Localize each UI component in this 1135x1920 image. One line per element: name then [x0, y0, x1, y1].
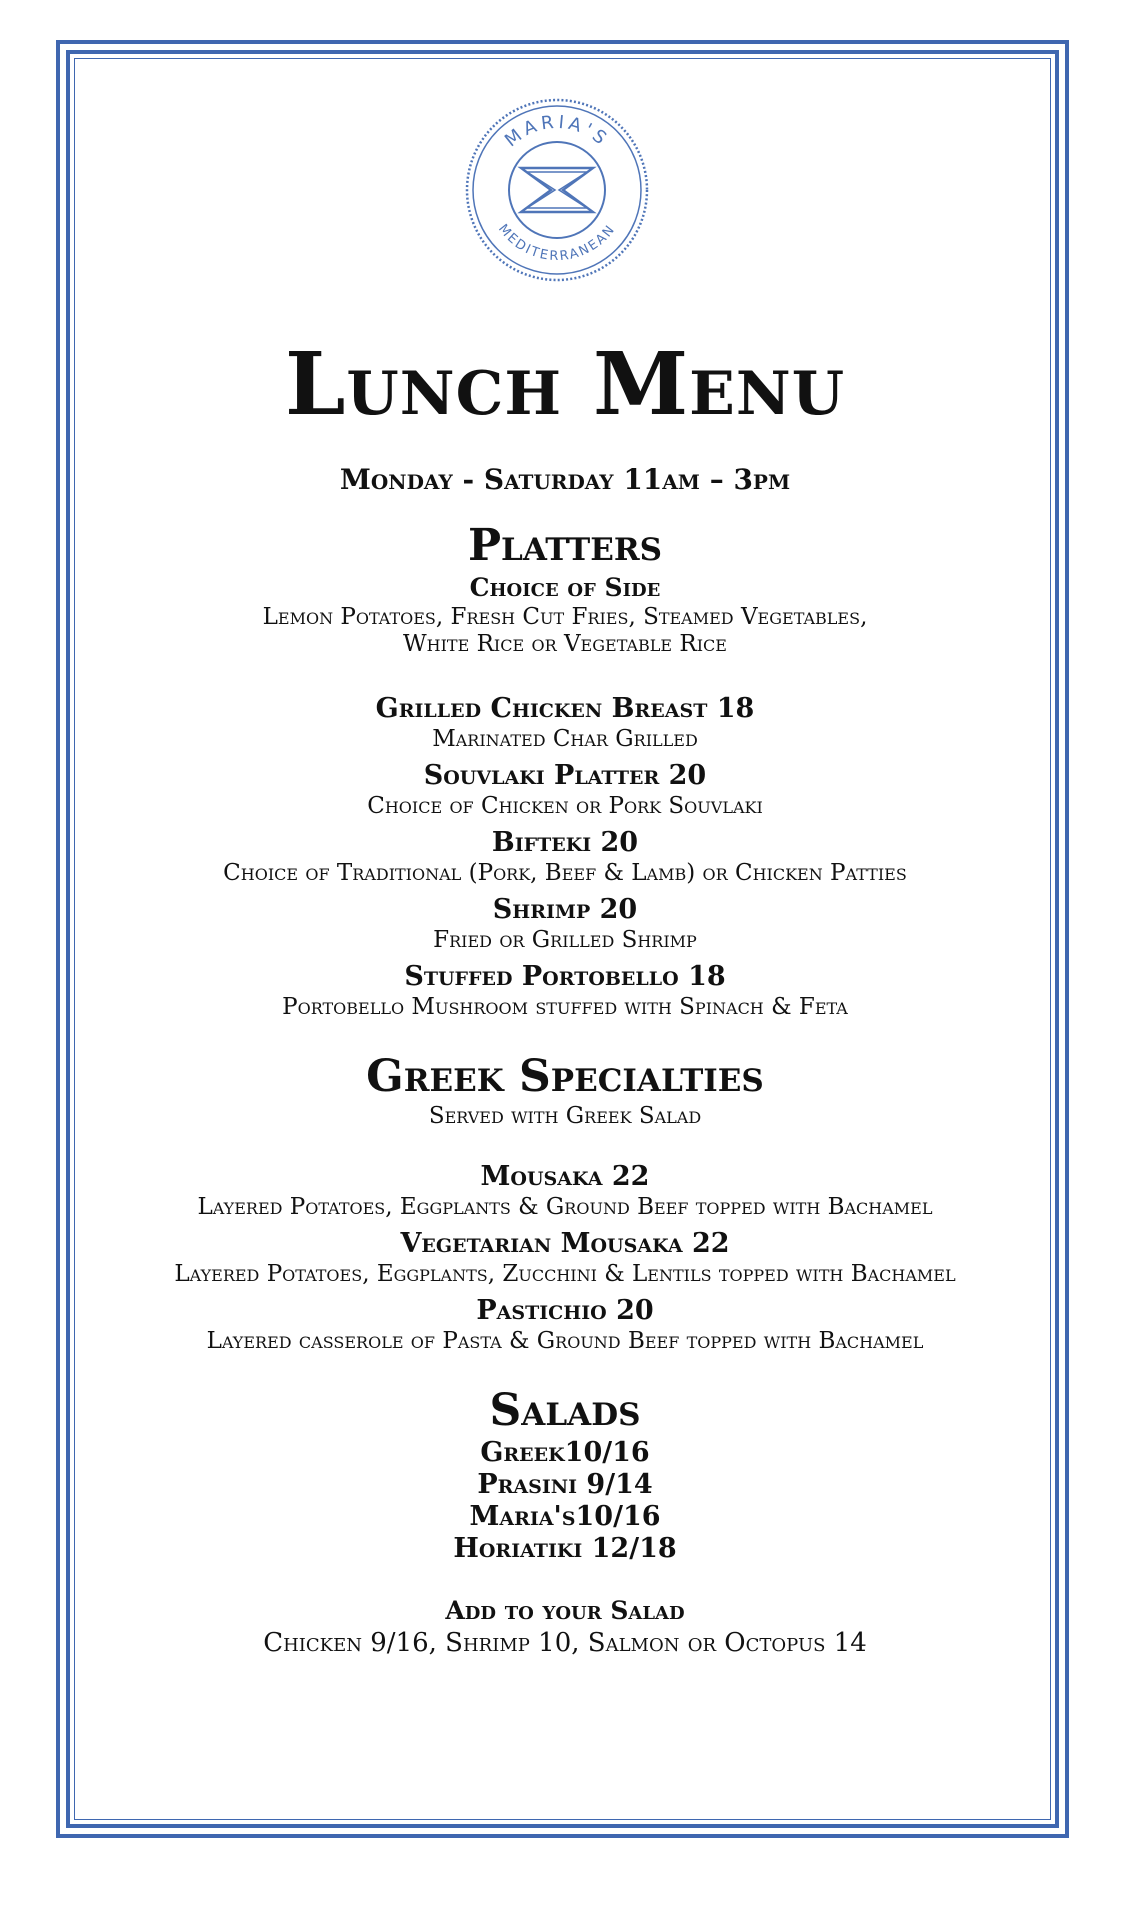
menu-item	[80, 826, 1050, 887]
greek-specialties-subheading: Served with Greek Salad	[428, 1103, 702, 1129]
svg-text:MARIA'S	[501, 112, 613, 152]
salads-heading: Salads	[489, 1385, 641, 1436]
page-title: Lunch Menu	[284, 334, 846, 435]
menu-item	[80, 960, 1050, 1021]
item-name: Souvlaki Platter 20	[423, 760, 707, 791]
salad-addon-heading: Add to your Salad	[445, 1596, 685, 1625]
platters-heading: Platters	[467, 520, 663, 571]
item-description: Choice of Traditional (Pork, Beef & Lamb) or Chicken Patties	[223, 860, 907, 886]
salads-section	[80, 1385, 1050, 1659]
salad-item: Maria's10/16	[469, 1501, 661, 1532]
lunch-hours: Monday - Saturday 11am – 3pm	[339, 463, 791, 496]
restaurant-logo	[463, 96, 651, 284]
item-description: Marinated Char Grilled	[432, 726, 698, 752]
item-description: Fried or Grilled Shrimp	[433, 927, 697, 953]
item-name: Shrimp 20	[492, 894, 638, 925]
item-name: Stuffed Portobello 18	[404, 961, 726, 992]
item-name: Vegetarian Mousaka 22	[400, 1228, 730, 1259]
logo-bottom-text: MEDITERRANEAN	[495, 221, 619, 265]
item-name: Grilled Chicken Breast 18	[375, 693, 755, 724]
salad-item: Prasini 9/14	[477, 1469, 653, 1500]
item-description: Layered Potatoes, Eggplants & Ground Beef topped with Bachamel	[197, 1194, 933, 1220]
menu-content	[80, 330, 1050, 1659]
item-description: Portobello Mushroom stuffed with Spinach & Feta	[282, 994, 848, 1020]
greek-specialties-section	[80, 1051, 1050, 1355]
menu-item	[80, 1227, 1050, 1288]
side-heading: Choice of Side	[469, 573, 661, 602]
menu-item	[80, 1294, 1050, 1355]
item-description: Layered Potatoes, Eggplants, Zucchini & Lentils topped with Bachamel	[174, 1261, 956, 1287]
menu-item	[80, 1160, 1050, 1221]
greek-specialties-heading: Greek Specialties	[366, 1051, 764, 1102]
platters-section	[80, 520, 1050, 1021]
item-description: Layered casserole of Pasta & Ground Beef topped with Bachamel	[206, 1328, 924, 1354]
svg-text:MEDITERRANEAN	[495, 222, 619, 264]
logo-top-text: MARIA'S	[500, 111, 614, 152]
side-options-line1: Lemon Potatoes, Fresh Cut Fries, Steamed Vegetables,	[262, 604, 868, 630]
item-name: Bifteki 20	[491, 827, 639, 858]
side-options-line2: White Rice or Vegetable Rice	[403, 631, 727, 657]
menu-item	[80, 759, 1050, 820]
item-name: Mousaka 22	[480, 1161, 650, 1192]
menu-item	[80, 893, 1050, 954]
salad-item: Greek10/16	[480, 1437, 650, 1468]
item-description: Choice of Chicken or Pork Souvlaki	[367, 793, 763, 819]
menu-item	[80, 692, 1050, 753]
salad-addon-options: Chicken 9/16, Shrimp 10, Salmon or Octopus 14	[263, 1628, 867, 1658]
salad-item: Horiatiki 12/18	[453, 1533, 677, 1564]
item-name: Pastichio 20	[476, 1295, 654, 1326]
